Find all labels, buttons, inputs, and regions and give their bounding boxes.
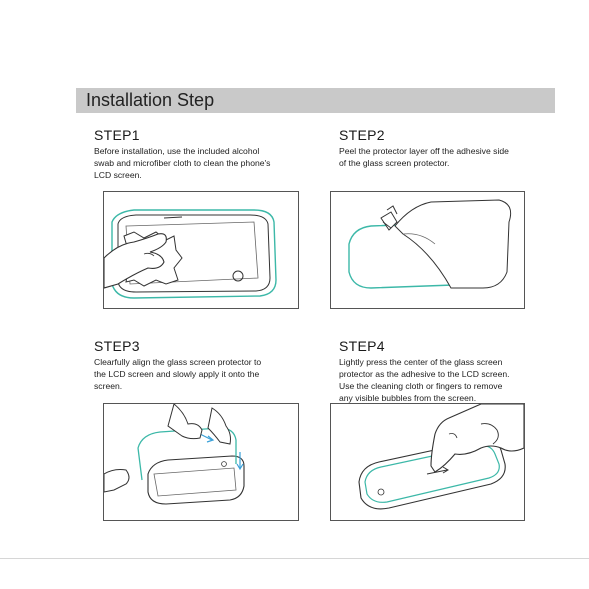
step-3-title: STEP3 [94, 338, 140, 354]
step-3-illustration [103, 403, 299, 521]
step-2 [339, 127, 571, 169]
step-3-text: Clearfully align the glass screen protector to the LCD screen and slowly apply it onto the screen. [94, 357, 262, 391]
align-protector-illustration [104, 404, 298, 520]
hand-cleaning-illustration [104, 192, 298, 308]
step-1-text: Before installation, use the included alcohol swab and microfiber cloth to clean the phone's LCD screen. [94, 146, 271, 180]
page-title: Installation Step [86, 90, 215, 110]
step-2-illustration [330, 191, 525, 309]
step-3 [94, 338, 326, 392]
step-4-title: STEP4 [339, 338, 385, 354]
peel-protector-illustration [331, 192, 524, 308]
step-2-text: Peel the protector layer off the adhesive side of the glass screen protector. [339, 146, 509, 168]
bottom-divider [0, 558, 589, 559]
step-1 [94, 127, 326, 181]
step-4-text: Lightly press the center of the glass screen protector as the adhesive to the LCD screen. Use the cleaning cloth or fingers to remove any visible bubbles from the screen. [339, 357, 510, 403]
step-1-title: STEP1 [94, 127, 140, 143]
step-1-illustration [103, 191, 299, 309]
press-protector-illustration [331, 404, 524, 520]
step-2-title: STEP2 [339, 127, 385, 143]
step-4-illustration [330, 403, 525, 521]
title-bar [76, 88, 555, 113]
step-4 [339, 338, 571, 404]
